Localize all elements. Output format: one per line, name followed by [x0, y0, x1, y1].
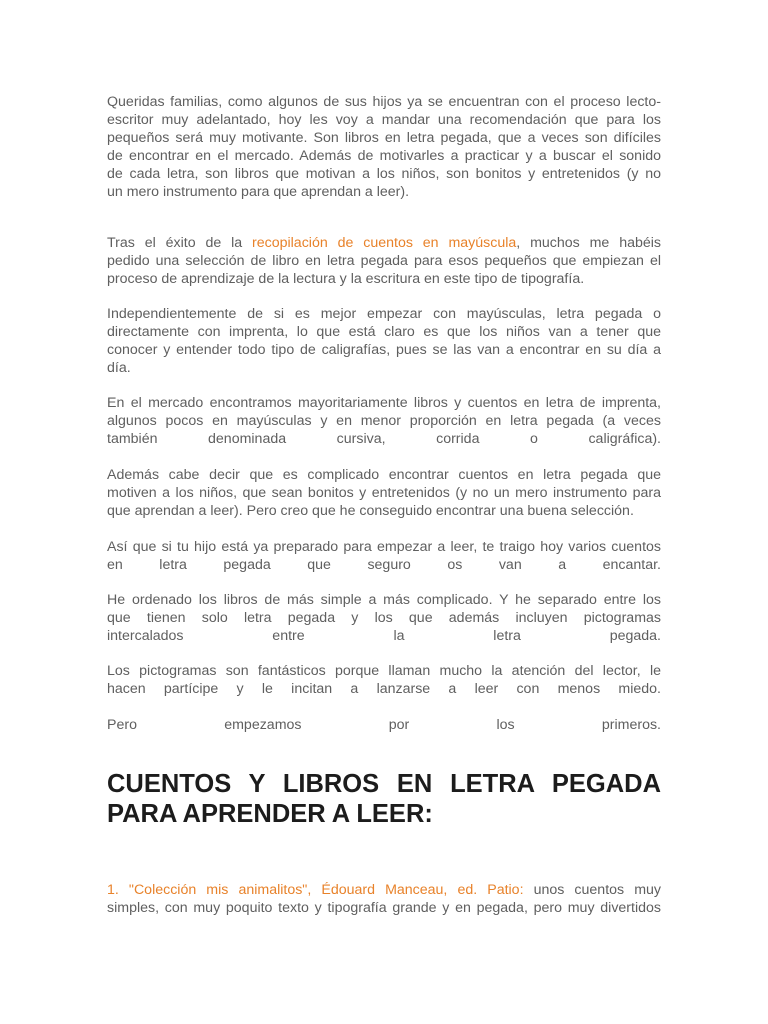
intro-line: un mero instrumento para que aprendan a leer).	[107, 184, 410, 200]
p8-line: Pero empezamos por los primeros.	[107, 717, 661, 733]
p2-line: directamente con imprenta, lo que está claro es que los niños van a tener que	[107, 324, 661, 340]
recopilacion-link[interactable]: recopilación de cuentos en mayúscula	[252, 235, 517, 251]
p1-line: proceso de aprendizaje de la lectura y la escritura en este tipo de tipografía.	[107, 271, 585, 287]
p2-line: día.	[107, 360, 131, 376]
intro-line: Queridas familias, como algunos de sus hijos ya se encuentran con el proceso lecto-	[107, 94, 661, 110]
p4-line: que aprendan a leer). Pero creo que he conseguido encontrar una buena selección.	[107, 503, 634, 519]
p1-text: , muchos me habéis	[516, 235, 661, 251]
item1-link[interactable]: 1. "Colección mis animalitos", Édouard Manceau, ed. Patio:	[107, 882, 524, 898]
p4-line: Además cabe decir que es complicado encontrar cuentos en letra pegada que	[107, 467, 661, 483]
p6-line: intercalados entre la letra pegada.	[107, 628, 661, 644]
p4-line: motiven a los niños, que sean bonitos y entretenidos (y no un mero instrumento para	[107, 485, 661, 501]
p2-line: Independientemente de si es mejor empezar con mayúsculas, letra pegada o	[107, 306, 661, 322]
p1-first-line	[107, 234, 661, 252]
paragraph-7	[107, 662, 661, 698]
p2-line: conocer y entender todo tipo de caligrafías, pues se las van a encontrar en su día a	[107, 342, 661, 358]
item1-line: simples, con muy poquito texto y tipografía grande y en pegada, pero muy divertidos	[107, 900, 661, 916]
paragraph-5	[107, 538, 661, 574]
p7-line: Los pictogramas son fantásticos porque llaman mucho la atención del lector, le	[107, 663, 661, 679]
paragraph-3	[107, 394, 661, 448]
section-heading	[107, 769, 661, 829]
intro-line: de cada letra, son libros que motivan a los niños, son bonitos y entretenidos (y no	[107, 166, 661, 182]
intro-line: pequeños será muy motivante. Son libros en letra pegada, que a veces son difíciles	[107, 130, 661, 146]
p7-line: hacen partícipe y le incitan a lanzarse a leer con menos miedo.	[107, 681, 661, 697]
item1-text: unos cuentos muy	[523, 882, 661, 898]
paragraph-4	[107, 466, 661, 520]
p1-text: Tras el éxito de la	[107, 235, 253, 251]
p6-line: He ordenado los libros de más simple a más complicado. Y he separado entre los	[107, 592, 661, 608]
intro-line: escritor muy adelantado, hoy les voy a mandar una recomendación que para los	[107, 112, 661, 128]
p6-line: que tienen solo letra pegada y los que además incluyen pictogramas	[107, 610, 661, 626]
intro-line: de encontrar en el mercado. Además de motivarles a practicar y a buscar el sonido	[107, 148, 661, 164]
p3-line: también denominada cursiva, corrida o caligráfica).	[107, 431, 661, 447]
paragraph-6	[107, 591, 661, 645]
heading-line: PARA APRENDER A LEER:	[107, 800, 433, 828]
paragraph-2	[107, 305, 661, 377]
p1-line: pedido una selección de libro en letra pegada para esos pequeños que empiezan el	[107, 253, 661, 269]
item1-first-line	[107, 881, 661, 899]
heading-line: CUENTOS Y LIBROS EN LETRA PEGADA	[107, 770, 661, 798]
intro-paragraph	[107, 93, 661, 201]
paragraph-1	[107, 234, 661, 288]
p3-line: En el mercado encontramos mayoritariamente libros y cuentos en letra de imprenta,	[107, 395, 661, 411]
p5-line: Así que si tu hijo está ya preparado para empezar a leer, te traigo hoy varios cuentos	[107, 539, 661, 555]
p5-line: en letra pegada que seguro os van a encantar.	[107, 557, 661, 573]
list-item-1	[107, 881, 661, 917]
paragraph-8	[107, 716, 661, 734]
p3-line: algunos pocos en mayúsculas y en menor proporción en letra pegada (a veces	[107, 413, 661, 429]
